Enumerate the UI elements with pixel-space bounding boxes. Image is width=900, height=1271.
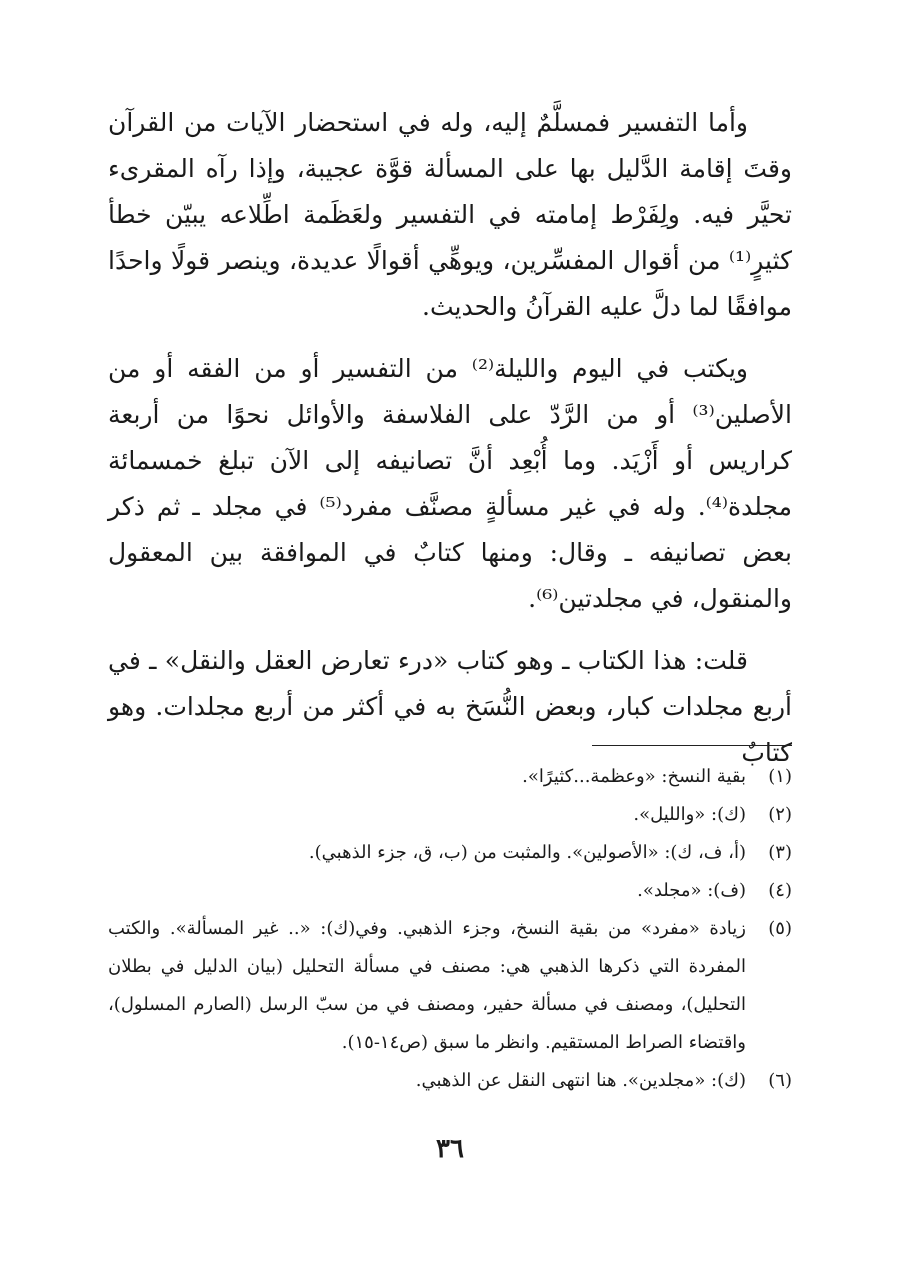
footnote-item: [108, 758, 792, 796]
paragraph: قلت: هذا الكتاب ـ وهو كتاب «درء تعارض العقل والنقل» ـ في أربع مجلدات كبار، وبعض النُّسَخ به في أكثر من أربع مجلدات. وهو كتابٌ: [108, 646, 792, 767]
footnote-item: [108, 796, 792, 834]
paragraph: ويكتب في اليوم والليلة⁽²⁾ من التفسير أو من الفقه أو من الأصلين⁽³⁾ أو من الرَّدّ على الفلاسفة والأوائل نحوًا من أربعة كراريس أو أَزْيَد. وما أُبْعِد أنَّ تصانيفه إلى الآن تبلغ خمسمائة مجلدة⁽⁴⁾. وله في غير مسألةٍ مصنَّف مفرد⁽⁵⁾ في مجلد ـ ثم ذكر بعض تصانيفه ـ وقال: ومنها كتابٌ في الموافقة بين المعقول والمنقول، في مجلدتين⁽⁶⁾.: [108, 354, 792, 613]
footnote-item: [108, 1062, 792, 1100]
footnote-text: بقية النسخ: «وعظمة...كثيرًا».: [522, 766, 746, 787]
footnote-text: (ف): «مجلد».: [637, 880, 746, 901]
footnote-number: (٣): [768, 842, 792, 863]
footnote-number: (٦): [768, 1070, 792, 1091]
footnote-separator: [592, 745, 792, 746]
footnote-number: (١): [768, 766, 792, 787]
footnote-item: [108, 834, 792, 872]
footnote-item: [108, 872, 792, 910]
footnote-item: [108, 910, 792, 1062]
footnote-text: (ك): «والليل».: [633, 804, 746, 825]
footnote-number: (٢): [768, 804, 792, 825]
footnotes-list: [108, 758, 792, 1100]
footnote-number: (٥): [768, 918, 792, 939]
main-text: [108, 100, 792, 792]
footnote-text: زيادة «مفرد» من بقية النسخ، وجزء الذهبي. وفي(ك): «.. غير المسألة». والكتب المفردة التي ذكرها الذهبي هي: مصنف في مسألة التحليل (بيان الدليل في بطلان التحليل)، ومصنف في مسألة حفير، ومصنف في من سبّ الرسل (الصارم المسلول)، واقتضاء الصراط المستقيم. وانظر ما سبق (ص١٤-١٥).: [108, 918, 746, 1053]
paragraph: وأما التفسير فمسلَّمٌ إليه، وله في استحضار الآيات من القرآن وقتَ إقامة الدَّليل بها على المسألة قوَّة عجيبة، وإذا رآه المقرىء تحيَّر فيه. ولِفَرْط إمامته في التفسير ولعَظَمة اطِّلاعه يبيّن خطأ كثيرٍ⁽¹⁾ من أقوال المفسِّرين، ويوهِّي أقوالًا عديدة، وينصر قولًا واحدًا موافقًا لما دلَّ عليه القرآنُ والحديث.: [108, 108, 792, 321]
page-number: ٣٦: [436, 1134, 464, 1164]
footnote-text: (ك): «مجلدين». هنا انتهى النقل عن الذهبي.: [415, 1070, 746, 1091]
footnote-text: (أ، ف، ك): «الأصولين». والمثبت من (ب، ق، جزء الذهبي).: [308, 842, 746, 863]
footnote-number: (٤): [768, 880, 792, 901]
